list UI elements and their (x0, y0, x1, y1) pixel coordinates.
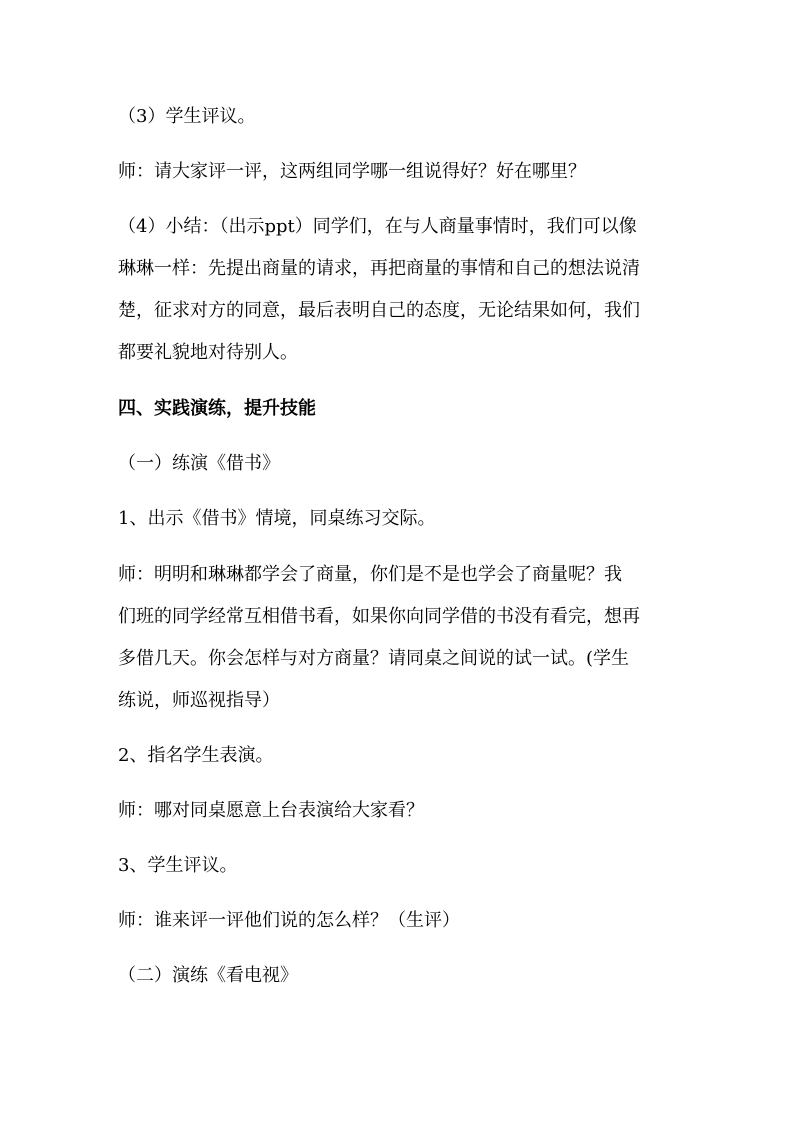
paragraph-teacher-question: 师：请大家评一评，这两组同学哪一组说得好？好在哪里？ (118, 161, 586, 182)
paragraph-teacher-line-3: 多借几天。你会怎样与对方商量？请同桌之间说的试一试。(学生 (118, 648, 630, 669)
paragraph-teacher-line-4: 练说，师巡视指导） (118, 690, 280, 711)
paragraph-step-3: 3、学生评议。 (118, 855, 238, 876)
paragraph-summary-line-3: 楚，征求对方的同意，最后表明自己的态度，无论结果如何，我们 (118, 300, 640, 321)
paragraph-step-2: 2、指名学生表演。 (118, 745, 274, 766)
section-heading-practice: 四、实践演练，提升技能 (118, 398, 316, 419)
paragraph-student-review-3: （3）学生评议。 (118, 106, 256, 127)
subsection-borrow-book: （一）练演《借书》 (118, 453, 280, 474)
paragraph-teacher-line-1: 师：明明和琳琳都学会了商量，你们是不是也学会了商量呢？我 (118, 564, 622, 585)
paragraph-teacher-line-2: 们班的同学经常互相借书看，如果你向同学借的书没有看完，想再 (118, 606, 640, 627)
subsection-watch-tv: （二）演练《看电视》 (118, 965, 298, 986)
paragraph-step-1: 1、出示《借书》情境，同桌练习交际。 (118, 508, 436, 529)
paragraph-teacher-evaluate: 师：谁来评一评他们说的怎么样？（生评） (118, 910, 460, 931)
paragraph-teacher-invite: 师：哪对同桌愿意上台表演给大家看？ (118, 800, 424, 821)
paragraph-summary-line-1: （4）小结：（出示ppt）同学们，在与人商量事情时，我们可以像 (118, 216, 637, 237)
paragraph-summary-line-4: 都要礼貌地对待别人。 (118, 342, 298, 363)
paragraph-summary-line-2: 琳琳一样：先提出商量的请求，再把商量的事情和自己的想法说清 (118, 258, 640, 279)
